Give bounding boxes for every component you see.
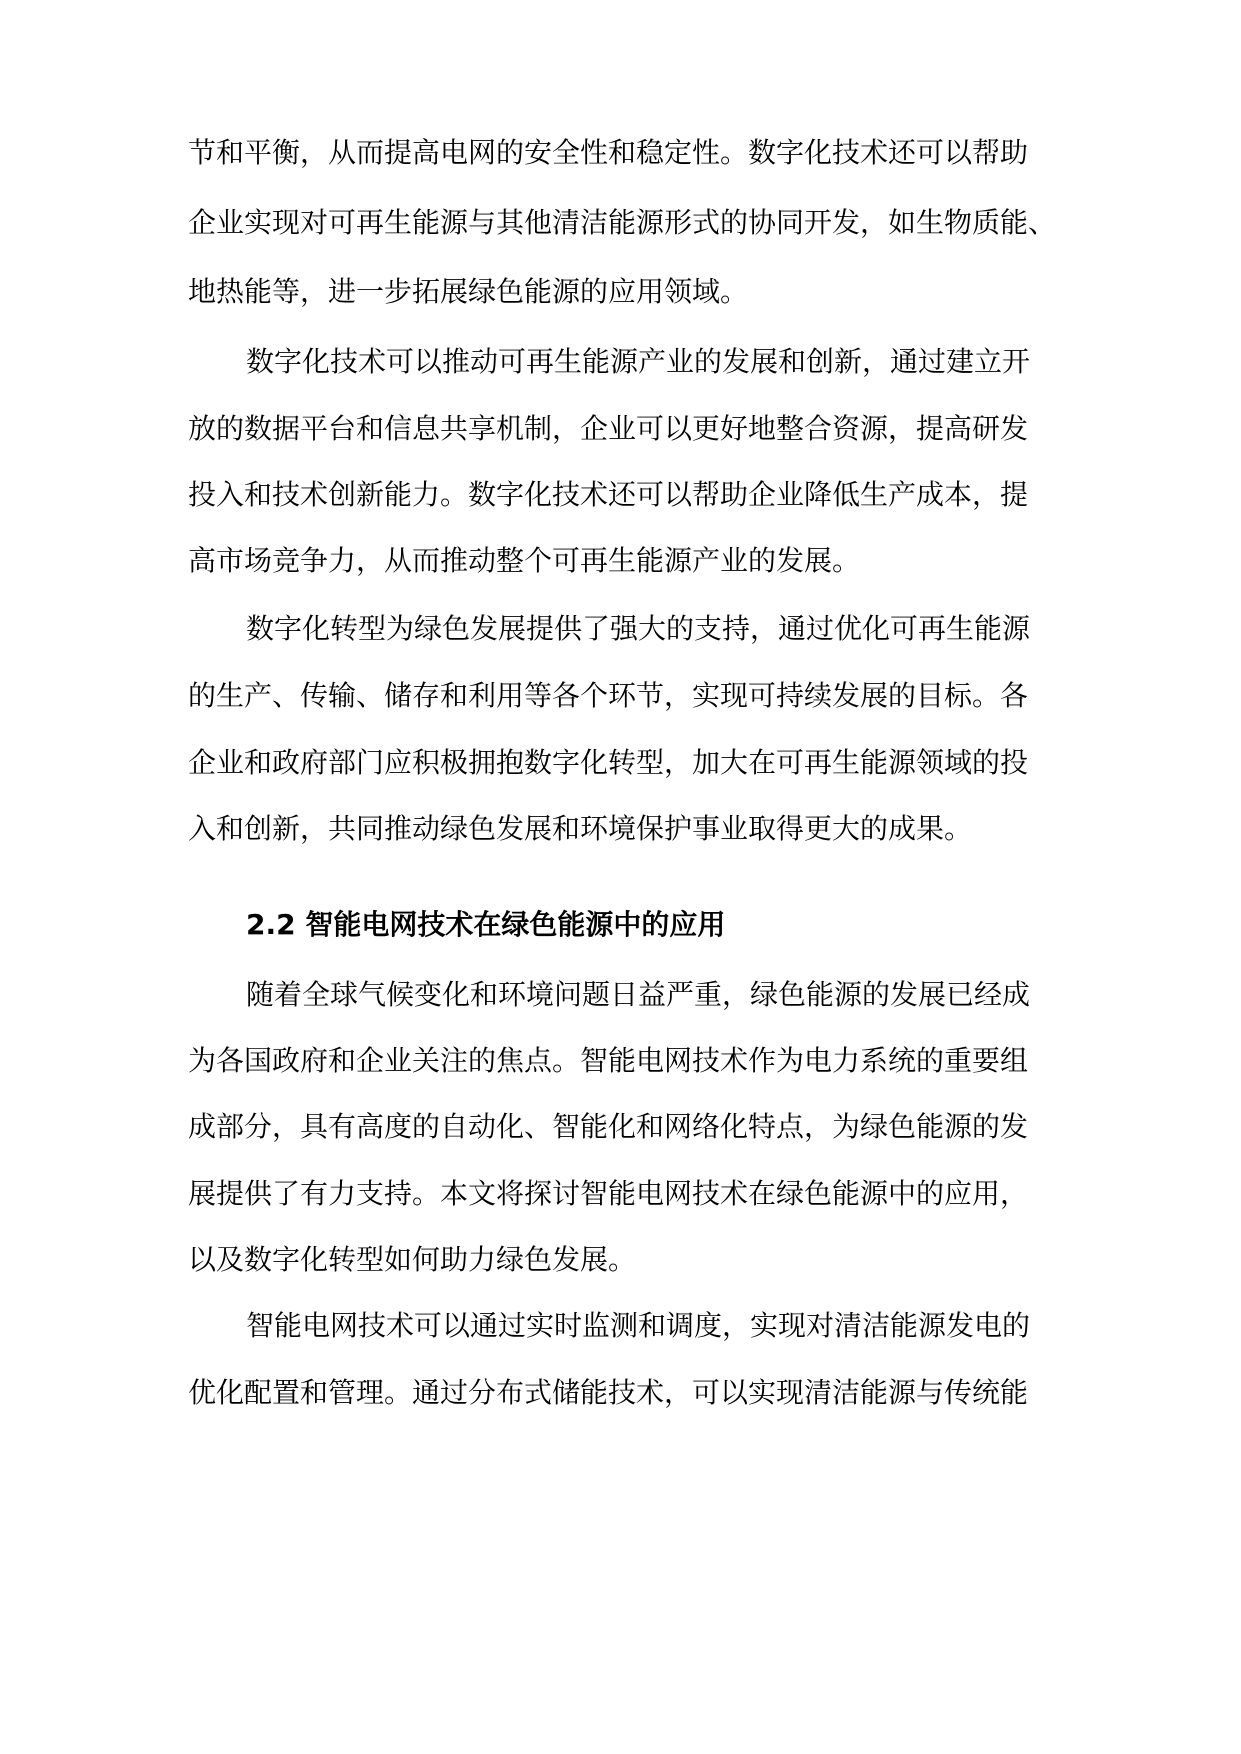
paragraph-5-line-2: 优化配置和管理。通过分布式储能技术，可以实现清洁能源与传统能 xyxy=(188,1376,1029,1409)
paragraph-2-line-2: 放的数据平台和信息共享机制，企业可以更好地整合资源，提高研发 xyxy=(188,412,1029,445)
paragraph-1-line-3: 地热能等，进一步拓展绿色能源的应用领域。 xyxy=(188,275,749,308)
paragraph-5-line-1: 智能电网技术可以通过实时监测和调度，实现对清洁能源发电的 xyxy=(246,1309,1031,1342)
paragraph-4-line-3: 成部分，具有高度的自动化、智能化和网络化特点，为绿色能源的发 xyxy=(188,1110,1029,1143)
paragraph-2-line-3: 投入和技术创新能力。数字化技术还可以帮助企业降低生产成本，提 xyxy=(188,478,1029,511)
paragraph-4-line-5: 以及数字化转型如何助力绿色发展。 xyxy=(188,1243,637,1276)
paragraph-3-line-2: 的生产、传输、储存和利用等各个环节，实现可持续发展的目标。各 xyxy=(188,679,1029,712)
paragraph-2-line-1: 数字化技术可以推动可再生能源产业的发展和创新，通过建立开 xyxy=(246,345,1031,378)
paragraph-4-line-4: 展提供了有力支持。本文将探讨智能电网技术在绿色能源中的应用， xyxy=(188,1177,1029,1210)
paragraph-4-line-1: 随着全球气候变化和环境问题日益严重，绿色能源的发展已经成 xyxy=(246,978,1031,1011)
paragraph-3-line-4: 入和创新，共同推动绿色发展和环境保护事业取得更大的成果。 xyxy=(188,812,973,845)
section-heading: 2.2 智能电网技术在绿色能源中的应用 xyxy=(246,908,726,941)
paragraph-1-line-2: 企业实现对可再生能源与其他清洁能源形式的协同开发，如生物质能、 xyxy=(188,206,1057,239)
paragraph-1-line-1: 节和平衡，从而提高电网的安全性和稳定性。数字化技术还可以帮助 xyxy=(188,136,1029,169)
paragraph-3-line-1: 数字化转型为绿色发展提供了强大的支持，通过优化可再生能源 xyxy=(246,612,1031,645)
paragraph-3-line-3: 企业和政府部门应积极拥抱数字化转型，加大在可再生能源领域的投 xyxy=(188,746,1029,779)
paragraph-2-line-4: 高市场竞争力，从而推动整个可再生能源产业的发展。 xyxy=(188,544,861,577)
paragraph-4-line-2: 为各国政府和企业关注的焦点。智能电网技术作为电力系统的重要组 xyxy=(188,1044,1029,1077)
